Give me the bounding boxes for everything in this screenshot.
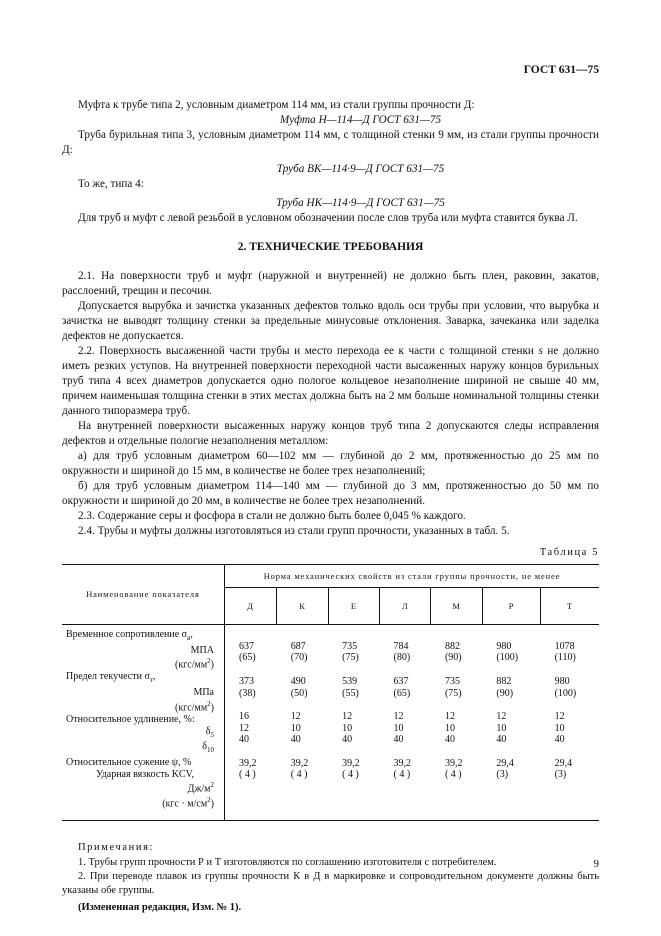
column-header-norm: Норма механических свойств из стали группы прочности, не менее [225,565,600,588]
clause-2-4: 2.4. Трубы и муфты должны изготовляться из стали групп прочности, указанных в табл. 5. [78,525,510,537]
grade-values: 687 (70) 490 (50) 12 10 40 39,2 ( 4 ) [277,625,328,821]
mechanical-properties-table [62,564,599,821]
amendment-note: (Измененная редакция, Изм. № 1). [78,902,242,914]
clause-2-2-continuation: На внутренней поверхности высаженных наружу концов труб типа 2 допускаются следы исправления дефектов и отдельные пологие незаполнения металлом: [62,420,599,447]
table-row [62,625,599,821]
designation-example: Муфта Н—114—Д ГОСТ 631—75 [279,114,442,126]
clause-2-2-a: а) для труб условным диаметром 60—102 мм — глубиной до 2 мм, протяженностью до 25 мм по окружности и шириной до 15 мм, в количестве не более трех незаполнений; [62,450,599,477]
grade-values: 980 (100) 882 (90) 12 10 40 29,4 (3) [482,625,540,821]
grade-header: М [431,588,482,625]
grade-values: 882 (90) 735 (75) 12 10 40 39,2 ( 4 ) [431,625,482,821]
label-yield-strength: Предел текучести $\sigma_т$, [66,671,156,685]
standard-code: ГОСТ 631—75 [523,64,599,76]
paragraph: То же, типа 4: [78,178,144,190]
label-reduction-of-area: Относительное сужение ψ, % [66,756,192,768]
row-labels: Временное сопротивление $\sigma_в$, МПА $(кгс/мм^2)$ Предел текучести $\sigma_т$, МПа $(кгс/мм^2)$ Относительное удлинение, %: $\delta_5$ $\delta_{10}$ Относительное сужение ψ, % Ударная вязкость KCV, $Дж/м^2$ $(кгс \cdot м/см^2)$ [62,625,225,821]
clause-2-2: 2.2. Поверхность высаженной части трубы и место перехода ее к части с толщиной стенки s не должно иметь резких уступов. На внутренней поверхности переходной части высаженных наружу концов бурильных труб типа 4 всех диаметров допускается одно пологое кольцевое незаполнение шириной не свыше 40 мм, причем наименьшая толщина стенки в этих местах должна быть на 2 мм больше номинальной толщины стенки данного типоразмера труб. [62,345,599,417]
note-1: 1. Трубы групп прочности Р и Т изготовляются по соглашению изготовителя с потребителем. [78,857,497,869]
clause-2-1-continuation: Допускается вырубка и зачистка указанных дефектов только вдоль оси трубы при условии, что вырубка и зачистка не выводят толщину стенки за предельные минусовые отклонения. Заварка, зачеканка или заделка дефектов не допускается. [62,300,599,342]
grade-header: Т [541,588,599,625]
label-impact-strength: Ударная вязкость KCV, [95,768,195,780]
label-elongation: Относительное удлинение, %: [66,713,195,725]
body-text [62,98,599,915]
clause-2-2-b: б) для труб условным диаметром 114—140 мм — глубиной до 3 мм, протяженностью до 50 мм по окружности и шириной до 20 мм, в количестве не более трех незаполнений. [62,480,599,507]
designation-example: Труба НК—114·9—Д ГОСТ 631—75 [276,197,445,209]
paragraph: Труба бурильная типа 3, условным диаметром 114 мм, с толщиной стенки 9 мм, из стали группы прочности Д: [62,129,599,156]
grade-values: 1078 (110) 980 (100) 12 10 40 29,4 (3) [541,625,599,821]
designation-example: Труба ВК—114·9—Д ГОСТ 631—75 [276,163,445,175]
grade-values: 637 (65) 373 (38) 16 12 40 39,2 ( 4 ) [225,625,277,821]
clause-2-1: 2.1. На поверхности труб и муфт (наружной и внутренней) не должно быть плен, раковин, закатов, расслоений, трещин и песочин. [62,270,599,297]
grade-header: Л [380,588,431,625]
page-number: 9 [593,858,599,870]
paragraph: Муфта к трубе типа 2, условным диаметром 114 мм, из стали группы прочности Д: [78,99,475,111]
column-header-indicator: Наименование показателя [62,565,225,625]
grade-header: Д [225,588,277,625]
clause-2-3: 2.3. Содержание серы и фосфора в стали не должно быть более 0,045 % каждого. [78,510,466,522]
table-caption: Таблица 5 [539,547,599,558]
note-2: 2. При переводе плавок из группы прочности К в Д в маркировке и сопроводительном документе должны быть указаны обе группы. [62,871,599,897]
paragraph: Для труб и муфт с левой резьбой в условном обозначении после слов труба или муфта ставится буква Л. [78,212,578,224]
table-notes [62,841,599,915]
grade-values: 784 (80) 637 (65) 12 10 40 39,2 ( 4 ) [380,625,431,821]
grade-header: К [277,588,328,625]
label-tensile-strength: Временное сопротивление $\sigma_в$, [66,629,193,642]
notes-title: Примечания: [78,842,155,854]
grade-header: Е [328,588,379,625]
grade-header: Р [482,588,540,625]
grade-values: 735 (75) 539 (55) 12 10 40 39,2 ( 4 ) [328,625,379,821]
section-title: 2. ТЕХНИЧЕСКИЕ ТРЕБОВАНИЯ [237,241,424,253]
